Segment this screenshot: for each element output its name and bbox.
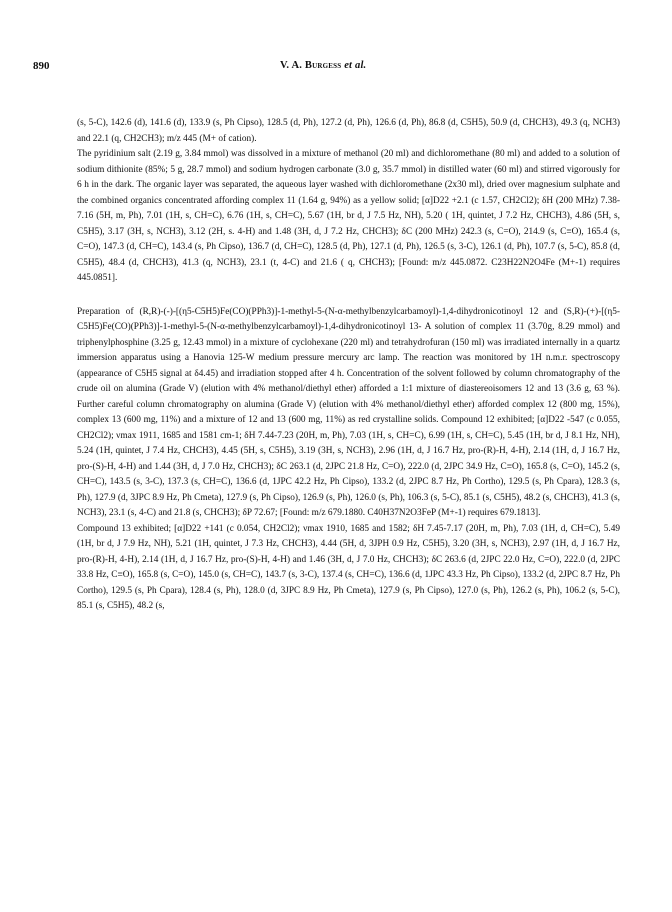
running-head-et-al: et al.	[344, 60, 367, 71]
paragraph-spectral-data-cation: (s, 5-C), 142.6 (d), 141.6 (d), 133.9 (s, Ph Cipso), 128.5 (d, Ph), 127.2 (d, Ph), 126.6 (d, Ph), 86.8 (d, C5H5), 50.9 (d, CHCH3), 49.3 (q, NCH3) and 22.1 (q, CH2CH3); m/z 445 (M+ of cation).	[77, 118, 620, 144]
page-number: 890	[33, 60, 50, 72]
paragraph-compound-13: Compound 13 exhibited; [α]D22 +141 (c 0.054, CH2Cl2); νmax 1910, 1685 and 1582; δH 7.45-7.17 (20H, m, Ph), 7.03 (1H, d, CH=C), 5.49 (1H, br d, J 7.9 Hz, NH), 5.21 (1H, quintet, J 7.3 Hz, CHCH3), 4.44 (5H, d, 3JPH 0.9 Hz, C5H5), 3.20 (3H, s, NCH3), 2.97 (1H, d, J 16.7 Hz, pro-(R)-H, 4-H), 2.14 (1H, d, J 16.7 Hz, pro-(S)-H, 4-H) and 1.46 (3H, d, J 7.0 Hz, CHCH3); δC 263.6 (d, 2JPC 22.0 Hz, C=O), 222.0 (d, 2JPC 33.8 Hz, C≡O), 165.8 (s, C=O), 145.0 (s, CH=C), 143.7 (s, 3-C), 137.4 (s, CH=C), 136.6 (d, 1JPC 43.3 Hz, Ph Cipso), 133.2 (d, 2JPC 8.7 Hz, Ph Cortho), 129.5 (s, Ph Cpara), 128.4 (s, Ph), 128.0 (d, 3JPC 8.9 Hz, Ph Cmeta), 127.9 (s, Ph Cipso), 127.0 (s, Ph), 126.2 (s, Ph), 106.2 (s, 5-C), 85.1 (s, C5H5), 48.2 (s,	[77, 523, 620, 611]
running-head	[280, 60, 366, 71]
article-body	[77, 116, 620, 615]
paragraph-reduction-procedure: The pyridinium salt (2.19 g, 3.84 mmol) was dissolved in a mixture of methanol (20 ml) and dichloromethane (80 ml) and added to a solution of sodium dithionite (85%; 5 g, 28.7 mmol) and sodium hydrogen carbonate (3.0 g, 35.7 mmol) in distilled water (60 ml) and stirred vigorously for 6 h in the dark. The organic layer was separated, the aqueous layer washed with dichloromethane (2x30 ml), dried over magnesium sulphate and the combined organics concentrated affording complex 11 (1.64 g, 94%) as a yellow solid; [α]D22 +2.1 (c 1.57, CH2Cl2); δH (200 MHz) 7.38-7.16 (5H, m, Ph), 7.01 (1H, s, CH=C), 6.76 (1H, s, CH=C), 5.67 (1H, br d, J 7.5 Hz, NH), 5.20 ( 1H, quintet, J 7.2 Hz, CHCH3), 4.86 (5H, s, C5H5), 3.17 (3H, s, NCH3), 3.12 (2H, s. 4-H) and 1.48 (3H, d, J 7.2 Hz, CHCH3); δC (200 MHz) 242.3 (s, C=O), 214.9 (s, C≡O), 165.4 (s, C=O), 147.3 (d, CH=C), 143.4 (s, Ph Cipso), 136.7 (d, CH=C), 128.5 (d, Ph), 127.1 (d, Ph), 126.5 (s, 3-C), 126.1 (d, Ph), 107.7 (s, 5-C), 85.8 (d, C5H5), 48.4 (d, CHCH3), 41.3 (q, NCH3), 23.1 (t, 4-C) and 21.6 ( q, CHCH3); [Found: m/z 445.0872. C23H22N2O4Fe (M+-1) requires 445.0851].	[77, 149, 620, 283]
paragraph-preparation-12-13: Preparation of (R,R)-(-)-[(η5-C5H5)Fe(CO)(PPh3)]-1-methyl-5-(N-α-methylbenzylcarbamoyl)-1,4-dihydronicotinoyl 12 and (S,R)-(+)-[(η5-C5H5)Fe(CO)(PPh3)]-1-methyl-5-(N-α-methylbenzylcarbamoyl)-1,4-dihydronicotinoyl 13- A solution of complex 11 (3.70g, 8.29 mmol) and triphenylphosphine (3.25 g, 12.43 mmol) in a mixture of cyclohexane (220 ml) and tetrahydrofuran (150 ml) was irradiated internally in a quartz immersion apparatus using a Hanovia 125-W medium pressure mercury arc lamp. The reaction was monitored by 1H n.m.r. spectroscopy (appearance of C5H5 signal at δ4.45) and irradiation stopped after 4 h. Concentration of the solvent followed by column chromatography of the crude oil on alumina (Grade V) (elution with 4% methanol/diethyl ether) afforded a 1:1 mixture of diastereoisomers 12 and 13 (3.6 g, 63 %). Further careful column chromatography on alumina (Grade V) (elution with 4% methanol/diethyl ether) afforded complex 12 (800 mg, 15%), complex 13 (600 mg, 11%) and a mixture of 12 and 13 (600 mg, 11%) as red crystalline solids. Compound 12 exhibited; [α]D22 -547 (c 0.055, CH2Cl2); νmax 1911, 1685 and 1581 cm-1; δH 7.44-7.23 (20H, m, Ph), 7.03 (1H, s, CH=C), 6.99 (1H, s, CH=C), 5.45 (1H, br d, J 8.1 Hz, NH), 5.24 (1H, quintet, J 7.4 Hz, CHCH3), 4.45 (5H, s, C5H5), 3.19 (3H, s, NCH3), 2.96 (1H, d, J 16.7 Hz, pro-(R)-H, 4-H), 2.14 (1H, d, J 16.7 Hz, pro-(S)-H, 4-H) and 1.44 (3H, d, J 7.0 Hz, CHCH3); δC 263.1 (d, 2JPC 21.8 Hz, C=O), 222.0 (d, 2JPC 34.9 Hz, C≡O), 165.8 (s, C=O), 145.2 (s, CH=C), 143.5 (s, 3-C), 137.3 (s, CH=C), 136.6 (d, 1JPC 42.2 Hz, Ph Cipso), 133.2 (d, 2JPC 8.7 Hz, Ph Cortho), 129.5 (s, Ph Cpara), 128.3 (s, Ph), 127.9 (d, 3JPC 8.9 Hz, Ph Cmeta), 127.9 (s, Ph Cipso), 126.9 (s, Ph), 126.0 (s, Ph), 106.3 (s, 5-C), 85.1 (s, C5H5), 48.2 (s, CHCH3), 41.3 (s, NCH3), 23.1 (s, 4-C) and 21.8 (s, CHCH3); δP 72.67; [Found: m/z 679.1880. C40H37N2O3FeP (M+-1) requires 679.1813].	[77, 306, 620, 518]
running-head-author: V. A. Burgess	[280, 60, 342, 71]
